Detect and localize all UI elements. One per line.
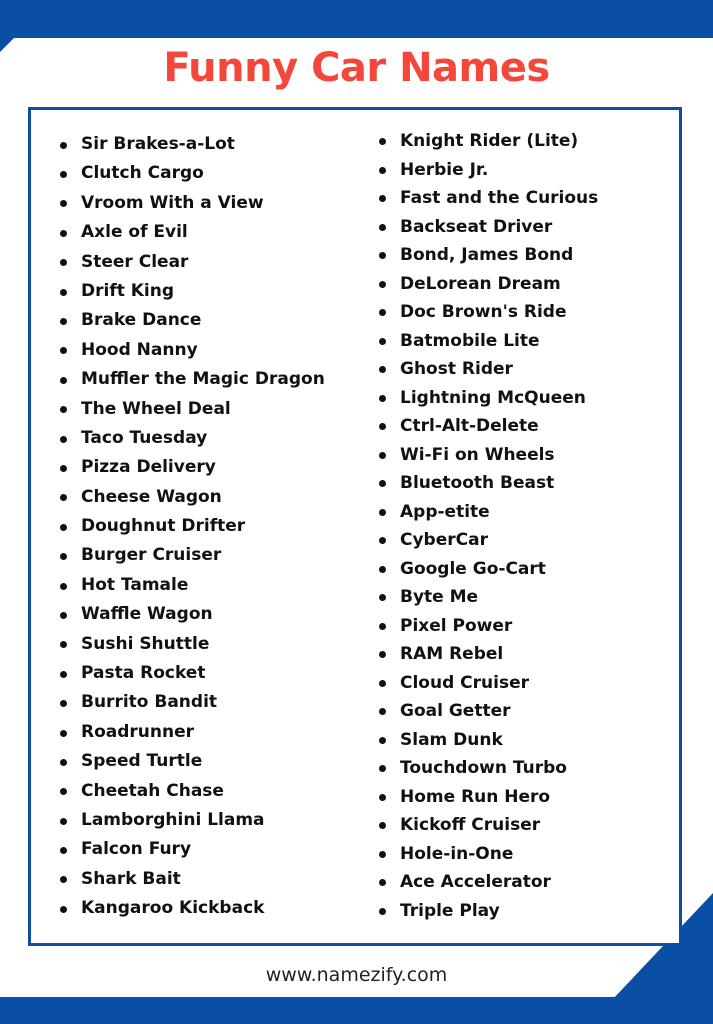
bullet-icon xyxy=(379,338,386,345)
list-item xyxy=(78,835,325,864)
list-item-label: Wi-Fi on Wheels xyxy=(400,444,555,465)
list-item-label: Ctrl-Alt-Delete xyxy=(400,416,539,436)
bullet-icon xyxy=(379,908,386,915)
list-item-label: Shark Bait xyxy=(81,868,181,889)
list-item xyxy=(397,840,598,869)
list-item-label: CyberCar xyxy=(400,530,488,550)
list-item-label: Ghost Rider xyxy=(400,359,513,379)
list-item xyxy=(78,218,325,247)
list-item-label: Kickoff Cruiser xyxy=(400,815,541,835)
list-item xyxy=(397,469,598,498)
list-item xyxy=(78,395,325,424)
list-item-label: Backseat Driver xyxy=(400,216,553,237)
list-item-label: RAM Rebel xyxy=(400,644,504,664)
list-item xyxy=(397,783,598,812)
list-item-label: The Wheel Deal xyxy=(81,398,231,419)
list-item xyxy=(397,583,598,612)
list-item-label: Lamborghini Llama xyxy=(81,809,265,830)
bottom-band xyxy=(0,997,713,1024)
bullet-icon xyxy=(60,142,67,149)
bullet-icon xyxy=(379,509,386,516)
list-item-label: Touchdown Turbo xyxy=(400,758,567,778)
list-item xyxy=(78,189,325,218)
top-band xyxy=(0,0,713,38)
list-item xyxy=(78,130,325,159)
list-item-label: Muffler the Magic Dragon xyxy=(81,369,325,390)
list-item-label: Speed Turtle xyxy=(81,751,203,772)
list-item xyxy=(397,868,598,897)
website-url: www.namezify.com xyxy=(265,964,448,986)
list-item xyxy=(397,612,598,641)
list-item-label: Hot Tamale xyxy=(81,574,189,595)
list-item xyxy=(78,630,325,659)
bullet-icon xyxy=(379,281,386,288)
list-item-label: Doughnut Drifter xyxy=(81,516,246,537)
list-item xyxy=(397,754,598,783)
list-item-label: Vroom With a View xyxy=(81,192,264,213)
list-item xyxy=(397,726,598,755)
bullet-icon xyxy=(379,623,386,630)
list-item-label: Falcon Fury xyxy=(81,839,192,860)
list-item xyxy=(397,298,598,327)
list-item xyxy=(397,355,598,384)
bullet-icon xyxy=(379,680,386,687)
list-item-label: Sir Brakes-a-Lot xyxy=(81,134,235,154)
list-item-label: Bluetooth Beast xyxy=(400,473,555,493)
bullet-icon xyxy=(379,566,386,573)
list-item-label: Steer Clear xyxy=(81,251,189,272)
list-item-label: Pizza Delivery xyxy=(81,457,216,478)
list-item-label: Fast and the Curious xyxy=(400,188,599,208)
list-item xyxy=(397,327,598,356)
bullet-icon xyxy=(379,167,386,174)
bullet-icon xyxy=(60,230,67,237)
list-item xyxy=(78,806,325,835)
list-item xyxy=(78,159,325,188)
list-item xyxy=(78,483,325,512)
list-item-label: Hood Nanny xyxy=(81,339,198,360)
bullet-icon xyxy=(60,906,67,913)
list-item xyxy=(78,718,325,747)
list-item xyxy=(397,156,598,185)
list-item xyxy=(78,365,325,394)
list-item-label: Sushi Shuttle xyxy=(81,633,210,654)
bullet-icon xyxy=(379,224,386,231)
bullet-icon xyxy=(60,759,67,766)
list-item-label: Brake Dance xyxy=(81,310,202,331)
list-item-label: Pixel Power xyxy=(400,615,513,636)
list-item xyxy=(78,512,325,541)
bullet-icon xyxy=(379,395,386,402)
list-item-label: Batmobile Lite xyxy=(400,330,540,351)
list-item xyxy=(397,897,598,926)
list-item-label: Knight Rider (Lite) xyxy=(400,131,579,151)
bullet-icon xyxy=(60,847,67,854)
list-item xyxy=(397,241,598,270)
list-item-label: Cheetah Chase xyxy=(81,780,224,801)
list-item-label: Goal Getter xyxy=(400,701,511,721)
list-item xyxy=(397,811,598,840)
list-item-label: Byte Me xyxy=(400,587,479,607)
list-item-label: Kangaroo Kickback xyxy=(81,898,265,919)
list-item xyxy=(78,336,325,365)
list-item xyxy=(397,498,598,527)
list-item-label: Pasta Rocket xyxy=(81,663,206,684)
page-title: Funny Car Names xyxy=(163,45,550,91)
list-item xyxy=(397,127,598,156)
list-item xyxy=(397,184,598,213)
list-item-label: App-etite xyxy=(400,501,490,522)
list-item xyxy=(78,541,325,570)
list-item-label: Google Go-Cart xyxy=(400,558,546,579)
bullet-icon xyxy=(60,671,67,678)
list-item xyxy=(397,555,598,584)
list-item xyxy=(78,424,325,453)
list-item-label: Home Run Hero xyxy=(400,786,551,807)
bullet-icon xyxy=(379,851,386,858)
list-item-label: Cheese Wagon xyxy=(81,486,222,507)
list-item xyxy=(78,865,325,894)
bullet-icon xyxy=(60,612,67,619)
bullet-icon xyxy=(60,583,67,590)
list-item xyxy=(397,526,598,555)
bullet-icon xyxy=(60,289,67,296)
list-item xyxy=(78,453,325,482)
bullet-icon xyxy=(379,737,386,744)
list-item xyxy=(78,894,325,923)
list-item-label: Slam Dunk xyxy=(400,729,503,750)
list-item-label: Clutch Cargo xyxy=(81,163,204,184)
list-item-label: Ace Accelerator xyxy=(400,872,551,892)
list-item xyxy=(78,747,325,776)
bullet-icon xyxy=(60,436,67,443)
bullet-icon xyxy=(60,524,67,531)
bullet-icon xyxy=(60,377,67,384)
list-item xyxy=(397,441,598,470)
right-name-list xyxy=(397,127,598,925)
list-item xyxy=(397,270,598,299)
list-item-label: Lightning McQueen xyxy=(400,387,586,408)
list-item xyxy=(397,213,598,242)
bullet-icon xyxy=(379,452,386,459)
left-name-list xyxy=(78,130,325,924)
list-item-label: Triple Play xyxy=(400,900,500,921)
list-item-label: Taco Tuesday xyxy=(81,427,208,448)
list-item xyxy=(78,777,325,806)
list-item xyxy=(78,600,325,629)
list-item xyxy=(78,571,325,600)
list-item-label: Bond, James Bond xyxy=(400,245,574,265)
list-item-label: Roadrunner xyxy=(81,721,195,742)
bullet-icon xyxy=(60,465,67,472)
list-item xyxy=(397,384,598,413)
list-item xyxy=(397,412,598,441)
list-item-label: Waffle Wagon xyxy=(81,604,213,625)
list-item xyxy=(78,688,325,717)
list-item-label: Hole-in-One xyxy=(400,843,514,864)
list-item xyxy=(397,697,598,726)
list-item xyxy=(78,248,325,277)
bullet-icon xyxy=(60,318,67,325)
list-item-label: Doc Brown's Ride xyxy=(400,302,567,322)
bullet-icon xyxy=(379,794,386,801)
list-item-label: Burrito Bandit xyxy=(81,692,218,713)
list-item xyxy=(78,306,325,335)
list-item xyxy=(397,669,598,698)
list-item xyxy=(397,640,598,669)
list-item xyxy=(78,659,325,688)
list-item-label: Drift King xyxy=(81,280,175,301)
list-item xyxy=(78,277,325,306)
bullet-icon xyxy=(60,818,67,825)
list-item-label: Axle of Evil xyxy=(81,222,188,243)
list-item-label: Herbie Jr. xyxy=(400,159,489,180)
list-item-label: Burger Cruiser xyxy=(81,545,222,566)
list-item-label: Cloud Cruiser xyxy=(400,672,529,693)
list-item-label: DeLorean Dream xyxy=(400,273,561,294)
bullet-icon xyxy=(60,730,67,737)
